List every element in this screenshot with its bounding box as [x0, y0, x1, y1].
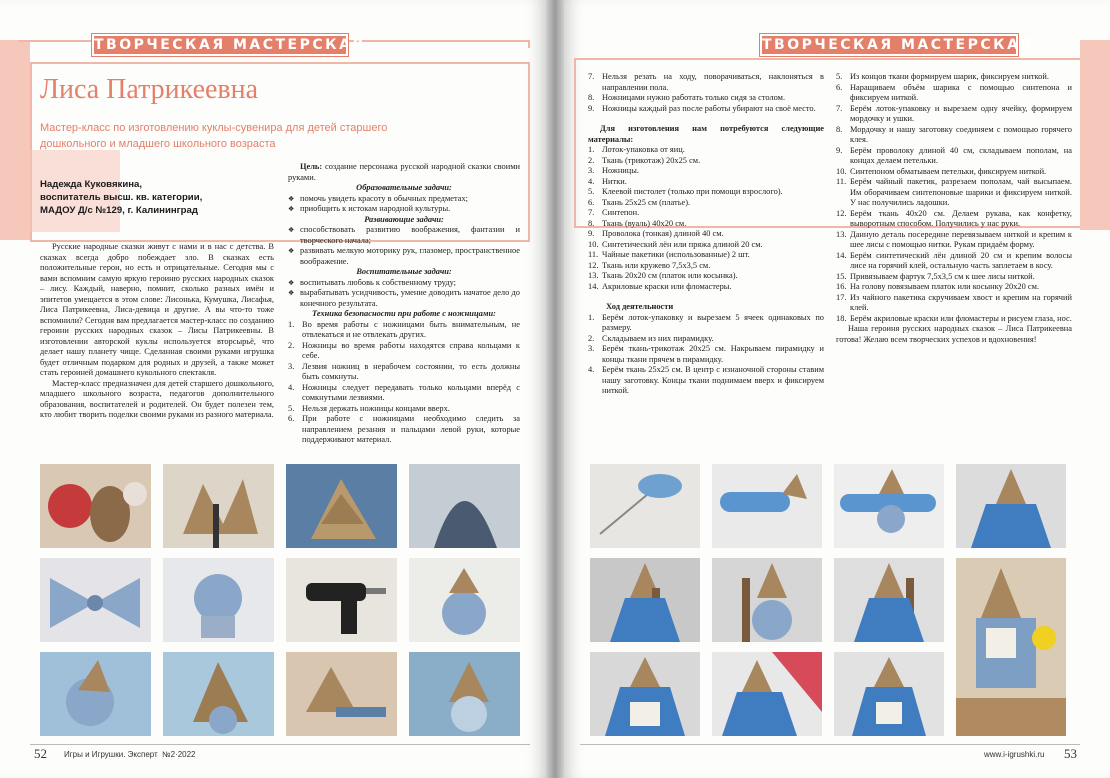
photo-fox-braided-hair [590, 558, 700, 642]
photo-wire-loops [590, 464, 700, 548]
list-item: 6. Ткань 25x25 см (платье). [588, 197, 691, 207]
article-subtitle: Мастер-класс по изготовлению куклы-сувенира для детей старшего дошкольного и младшего школьного возраста [40, 122, 388, 150]
list-item: 2. Складываем из них пирамидку. [588, 333, 714, 343]
page-number: 52 [34, 746, 47, 761]
issue-number: №2·2022 [162, 750, 196, 759]
process-heading: Ход деятельности [606, 302, 674, 311]
list-item: 10. Синтетический лён или пряжа длиной 20 см. [588, 239, 763, 249]
author-block [40, 178, 240, 217]
list-item: ❖ вырабатывать усидчивость, умение доводить начатое дело до конечного результата. [288, 288, 520, 309]
magazine-name: Игры и Игрушки. Эксперт [64, 750, 158, 759]
list-item: 1. Лоток-упаковка от яиц. [588, 145, 685, 154]
book-gutter [546, 0, 564, 778]
list-item: 9. Ножницы каждый раз после работы убирают на своё место. [588, 103, 816, 113]
list-item: ❖ помочь увидеть красоту в обычных предметах; [288, 194, 520, 205]
list-item: 14. Берём синтетический лён длиной 20 см и крепим волосы лисе на горячий клей, остальную часть заплетаем в косу. [836, 250, 1072, 270]
intro-paragraph: Русские народные сказки живут с нами и в нас с детства. В сказках всегда добро побеждает зло. В сказках есть положительные герои, но есть и отрицательные. Сегодня мы с вами вспомним самую яркую героиню русских народных сказок – лису. Каждый, наверно, помнит, сколько разных имён и эпитетов умещается в этом слове: Лисонька, Кумушка, Лисафья, Лиса Патрикеевна, Лиса-девица и другие. А вы что-то тоже вспомнили? Сегодня вам предлагается мастер-класс по созданию героини русских народных сказок – Лисы Патрикеевны. В изготовлении авторской куклы используется вторсырьё, что делает нашу планету чище. Сделанная своими руками игрушка будет отличным подарком для родных и друзей, а также может стать героиней домашнего кукольного спектакля. [40, 242, 274, 377]
photo-cut-egg-cells [163, 464, 274, 548]
photo-fox-front-blue [956, 464, 1066, 548]
photo-glue-gun [286, 558, 397, 642]
left-page [0, 0, 546, 778]
dev-heading: Развивающие задачи: [364, 214, 444, 224]
list-item: 14. Акриловые краски или фломастеры. [588, 281, 732, 291]
photo-fabric-covered-cone [409, 464, 520, 548]
photo-fox-head-side [40, 652, 151, 736]
photo-fox-crafts-group [40, 464, 151, 548]
photo-fox-apron-front [590, 652, 700, 736]
list-item: ❖ приобщить к истокам народной культуры. [288, 204, 520, 215]
list-item: 12. Берём ткань 40x20 см. Делаем рукава, как конфетку, выворотным способом. Получились у нас руки. [836, 208, 1072, 228]
materials-heading: Для изготовления нам потребуются следующие материалы: [588, 124, 824, 144]
list-item: ❖ развивать мелкую моторику рук, глазомер, пространственное воображение. [288, 246, 520, 267]
vos-heading: Воспитательные задачи: [356, 267, 452, 276]
goals-column [288, 162, 520, 446]
list-item: ❖ воспитывать любовь к собственному труду; [288, 278, 520, 289]
photo-fox-braid-side [712, 558, 822, 642]
photo-fox-with-arms [834, 464, 944, 548]
list-item: 17. Из чайного пакетика скручиваем хвост и крепим на горячий клей. [836, 292, 1072, 312]
safety-heading: Техника безопасности при работе с ножницами: [312, 309, 496, 318]
list-item: 8. Ткань (вуаль) 40x20 см. [588, 218, 687, 228]
author-institution: МАДОУ Д/с №129, г. Калининград [40, 205, 198, 216]
list-item: 2. Ткань (трикотаж) 20x25 см. [588, 155, 701, 165]
photo-fox-standing [834, 652, 944, 736]
intro-column [40, 242, 274, 421]
list-item: 16. На голову повязываем платок или косынку 20x20 см. [836, 282, 1039, 291]
footer-rule [30, 744, 530, 745]
list-item: 13. Данную деталь посередине перевязываем ниткой и крепим к шее лисы с помощью нитки. Рукам придаём форму. [836, 229, 1072, 249]
list-item: 8. Ножницами нужно работать только сидя за столом. [588, 93, 786, 102]
photo-fox-face-profile [163, 652, 274, 736]
list-item: 7. Нельзя резать на ходу, поворачиваться, наклоняться в направлении пола. [588, 72, 824, 92]
goal-label: Цель: [300, 162, 323, 171]
closing-paragraph: Наша героиня русских народных сказок – Лиса Патрикеевна готова! Желаю всем творческих успехов и вдохновения! [836, 324, 1072, 344]
list-item: 8. Мордочку и нашу заготовку соединяем с помощью горячего клея. [836, 124, 1072, 144]
list-item: 5. Нельзя держать ножницы концами вверх. [288, 403, 450, 413]
list-item: 18. Берём акриловые краски или фломастеры и рисуем глаза, нос. [836, 313, 1072, 323]
list-item: 10. Синтепоном обматываем петельки, фиксируем ниткой. [836, 166, 1047, 176]
decor-band [1080, 40, 1110, 230]
process-column [836, 72, 1072, 345]
list-item: 9. Проволока (тонкая) длиной 40 см. [588, 229, 724, 238]
list-item: 11. Чайные пакетики (использованные) 2 шт. [588, 250, 750, 259]
list-item: 5. Из концов ткани формируем шарик, фиксируем ниткой. [836, 72, 1049, 81]
intro-paragraph: Мастер-класс предназначен для детей старшего дошкольного, младшего школьного возраста, педагогов дополнительного образования, воспитателей и родителей. Он будет полезен тем, кто любит творить поделки своими руками из разного материала. [40, 378, 274, 419]
list-item: 3. Ножницы. [588, 166, 639, 175]
page-number: 53 [1064, 746, 1077, 761]
list-item: 7. Берём лоток-упаковку и вырезаем одну ячейку, формируем мордочку и ушки. [836, 103, 1072, 123]
list-item: 7. Синтепон. [588, 208, 640, 217]
edu-heading: Образовательные задачи: [356, 183, 452, 192]
list-item: 4. Берём ткань 25x25 см. В центр с изнаночной стороны ставим нашу заготовку. Концы ткани поднимаем вверх и фиксируем ниткой. [588, 365, 824, 395]
article-title: Лиса Патрикеевна [40, 74, 259, 105]
list-item: 12. Ткань или кружево 7,5x3,5 см. [588, 260, 711, 270]
photo-finished-fox-scene [956, 558, 1066, 736]
section-header: ТВОРЧЕСКАЯ МАСТЕРСКАЯ [760, 34, 1018, 56]
photo-blue-polka-fabric [40, 558, 151, 642]
photo-fox-hair-twist [834, 558, 944, 642]
section-header: ТВОРЧЕСКАЯ МАСТЕРСКАЯ [92, 34, 348, 56]
author-position: воспитатель высш. кв. категории, [40, 192, 203, 203]
list-item: 2. Ножницы во время работы находятся справа кольцами к себе. [288, 340, 520, 360]
list-item: 4. Нитки. [588, 176, 627, 186]
list-item: 13. Ткань 20x20 см (платок или косынка). [588, 271, 738, 280]
list-item: 15. Привязываем фартук 7,5x3,5 см к шее лисы ниткой. [836, 271, 1035, 281]
photo-fox-head-attached [409, 558, 520, 642]
list-item: 3. Берём ткань-трикотаж 20x25 см. Накрываем пирамидку и концы ткани прячем в пирамидку. [588, 344, 824, 364]
list-item: 5. Клеевой пистолет (только при помощи взрослого). [588, 187, 783, 196]
list-item: ❖ способствовать развитию воображения, фантазии и творческого начала; [288, 225, 520, 246]
list-item: 1. Берём лоток-упаковку и вырезаем 5 ячеек одинаковых по размеру. [588, 312, 824, 332]
list-item: 4. Ножницы следует передавать только кольцами вперёд с сомкнутыми лезвиями. [288, 382, 520, 402]
footer-rule [580, 744, 1080, 745]
right-page [564, 0, 1110, 778]
photo-fox-ears-detail [286, 652, 397, 736]
list-item: 1. Во время работы с ножницами быть внимательным, не отвлекаться и не отвлекать других. [288, 319, 520, 339]
author-name: Надежда Куковякина, [40, 179, 143, 190]
list-item: 3. Лезвия ножниц в нерабочем состоянии, то есть должны быть сомкнуты. [288, 361, 520, 381]
list-item: 6. При работе с ножницами необходимо следить за направлением резания и пальцами левой руки, которые поддерживают материал. [288, 414, 520, 444]
photo-fox-body-fabric [409, 652, 520, 736]
list-item: 11. Берём чайный пакетик, разрезаем пополам, чай высыпаем. Им оборачиваем синтепоновые шарики и фиксируем ниткой. У нас получились ладошки. [836, 177, 1072, 207]
photo-blue-sleeves [712, 464, 822, 548]
list-item: 9. Берём проволоку длиной 40 см, складываем пополам, на концах делаем петельки. [836, 145, 1072, 165]
goal-text: создание персонажа русской народной сказки своими руками. [288, 162, 520, 182]
photo-tied-fabric-ball [163, 558, 274, 642]
photo-egg-cell-pyramid [286, 464, 397, 548]
photo-fox-red-scarf [712, 652, 822, 736]
materials-column [588, 72, 824, 397]
website: www.i-igrushki.ru [984, 750, 1045, 759]
list-item: 6. Наращиваем объём шарика с помощью синтепона и фиксируем ниткой. [836, 82, 1072, 102]
